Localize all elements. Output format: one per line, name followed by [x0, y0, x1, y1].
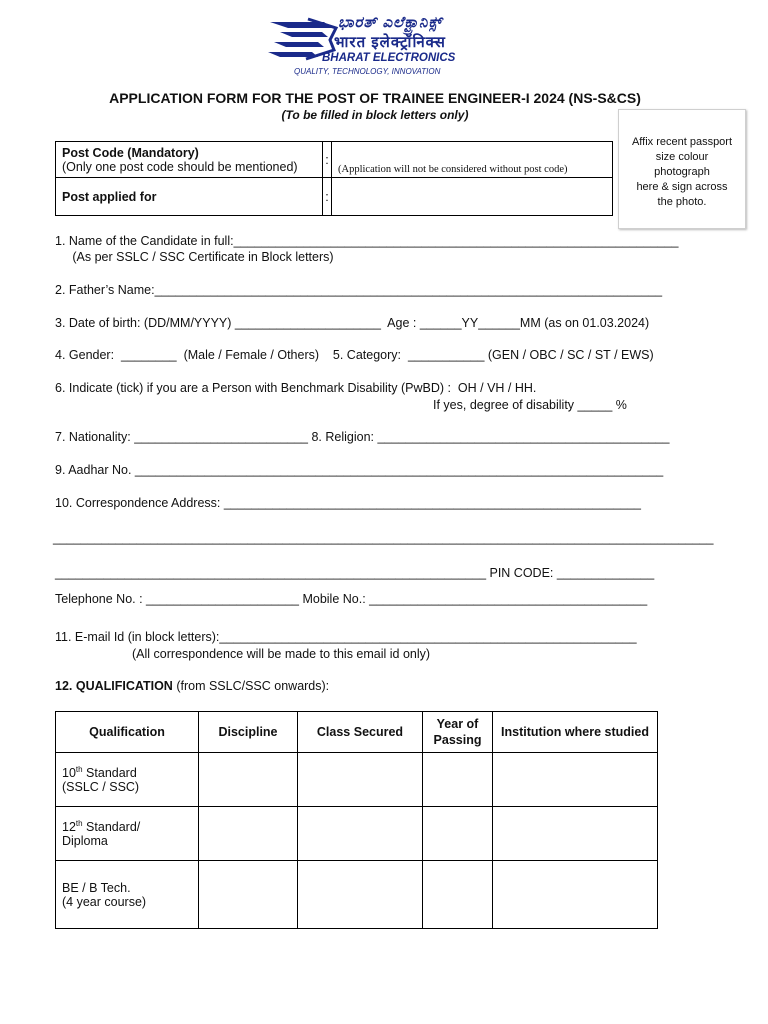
qual-year-cell[interactable]: [423, 807, 493, 861]
field-nationality-religion[interactable]: 7. Nationality: _________________________ 8. Religion: __________________________________________: [55, 430, 670, 444]
post-code-cell: [56, 142, 323, 178]
qual-class-cell[interactable]: [298, 861, 423, 929]
qual-name-cell: [56, 807, 199, 861]
field-address[interactable]: 10. Correspondence Address: ____________________________________________________________: [55, 496, 641, 510]
field-email-note-text: All correspondence will be made to this email id only: [136, 647, 426, 661]
photo-box-line: Affix recent passport: [631, 136, 733, 148]
qual-rest: BE / B Tech.: [62, 880, 131, 895]
qual-discipline-cell[interactable]: [199, 861, 298, 929]
colon: :: [323, 178, 332, 216]
qual-line2: (SSLC / SSC): [62, 780, 140, 795]
qual-discipline-cell[interactable]: [199, 753, 298, 807]
photo-box[interactable]: [618, 109, 746, 229]
logo-tagline: QUALITY, TECHNOLOGY, INNOVATION: [294, 67, 441, 76]
qualification-heading: [55, 679, 329, 693]
post-applied-field[interactable]: [332, 178, 613, 216]
logo-kannada-text: ಭಾರತ್ ಎಲೆಕ್ಟ್ರಾನಿಕ್ಸ್: [338, 14, 443, 31]
qual-sup: th: [75, 764, 83, 774]
qual-header: Discipline: [199, 712, 298, 753]
field-candidate-name[interactable]: 1. Name of the Candidate in full:________________________________________________________________: [55, 234, 679, 248]
qual-institution-cell[interactable]: [493, 861, 658, 929]
qual-year-cell[interactable]: [423, 753, 493, 807]
qual-num: 10: [62, 766, 76, 781]
field-email-note: (All correspondence will be made to this email id only): [132, 647, 431, 661]
field-dob-age[interactable]: 3. Date of birth: (DD/MM/YYYY) _____________________ Age : ______YY______MM (as on 01.03.2024): [55, 316, 650, 330]
post-code-note: (Only one post code should be mentioned): [62, 159, 298, 174]
qual-name-cell: [56, 753, 199, 807]
qualification-label: 12. QUALIFICATION: [55, 679, 173, 693]
qual-line2: (4 year course): [62, 894, 147, 909]
table-row: [56, 807, 658, 861]
field-email[interactable]: 11. E-mail Id (in block letters):____________________________________________________________: [55, 630, 637, 644]
photo-box-line: size colour: [655, 151, 709, 163]
qual-header: Institution where studied: [493, 712, 658, 753]
qual-class-cell[interactable]: [298, 807, 423, 861]
field-address-pincode[interactable]: ______________________________________________________________ PIN CODE: ______________: [55, 566, 655, 580]
post-applied-label: Post applied for: [56, 178, 323, 216]
field-gender-category[interactable]: 4. Gender: ________ (Male / Female / Others) 5. Category: ___________ (GEN / OBC / SC / ST / EWS): [55, 348, 654, 362]
qual-institution-cell[interactable]: [493, 807, 658, 861]
qual-sup: th: [75, 818, 83, 828]
qual-discipline-cell[interactable]: [199, 807, 298, 861]
field-address-line2[interactable]: _______________________________________________________________________________________________: [53, 531, 714, 545]
qual-institution-cell[interactable]: [493, 753, 658, 807]
field-candidate-name-note: (As per SSLC / SSC Certificate in Block letters): [55, 250, 334, 264]
qual-header: Class Secured: [298, 712, 423, 753]
qual-num: 12: [62, 820, 76, 835]
table-row: [56, 753, 658, 807]
post-code-label: Post Code (Mandatory): [62, 145, 199, 160]
field-pwbd[interactable]: 6. Indicate (tick) if you are a Person with Benchmark Disability (PwBD) : OH / VH / HH.: [55, 381, 537, 395]
qual-year-cell[interactable]: [423, 861, 493, 929]
table-row: [56, 861, 658, 929]
logo-hindi-text: भारत इलेक्ट्रॉनिक्स: [334, 34, 446, 51]
photo-box-line: the photo.: [657, 196, 707, 208]
post-code-warning: (Application will not be considered without post code): [338, 164, 568, 175]
form-title: APPLICATION FORM FOR THE POST OF TRAINEE ENGINEER-I 2024 (NS-S&CS): [109, 90, 641, 106]
field-aadhar[interactable]: 9. Aadhar No. ____________________________________________________________________________: [55, 463, 664, 477]
qual-header: Year of Passing: [423, 712, 493, 753]
qual-name-cell: [56, 861, 199, 929]
qualification-table: [55, 711, 658, 929]
post-table: [55, 141, 613, 216]
qual-rest: Standard: [82, 766, 137, 781]
qual-rest: Standard/: [82, 820, 141, 835]
colon: :: [323, 142, 332, 178]
photo-box-line: here & sign across: [636, 181, 728, 193]
photo-box-line: photograph: [654, 166, 710, 178]
field-father-name[interactable]: 2. Father’s Name:_________________________________________________________________________: [55, 283, 663, 297]
qualification-note: (from SSLC/SSC onwards):: [176, 679, 330, 693]
qual-header: Qualification: [56, 712, 199, 753]
field-telephone-mobile[interactable]: Telephone No. : ______________________ Mobile No.: ________________________________________: [55, 592, 648, 606]
field-disability-degree[interactable]: If yes, degree of disability _____ %: [433, 398, 627, 412]
qual-class-cell[interactable]: [298, 753, 423, 807]
qual-line2: Diploma: [62, 834, 108, 849]
form-subtitle: (To be filled in block letters only): [281, 108, 469, 122]
logo-english-text: BHARAT ELECTRONICS: [322, 52, 456, 64]
post-code-field[interactable]: [332, 142, 613, 178]
